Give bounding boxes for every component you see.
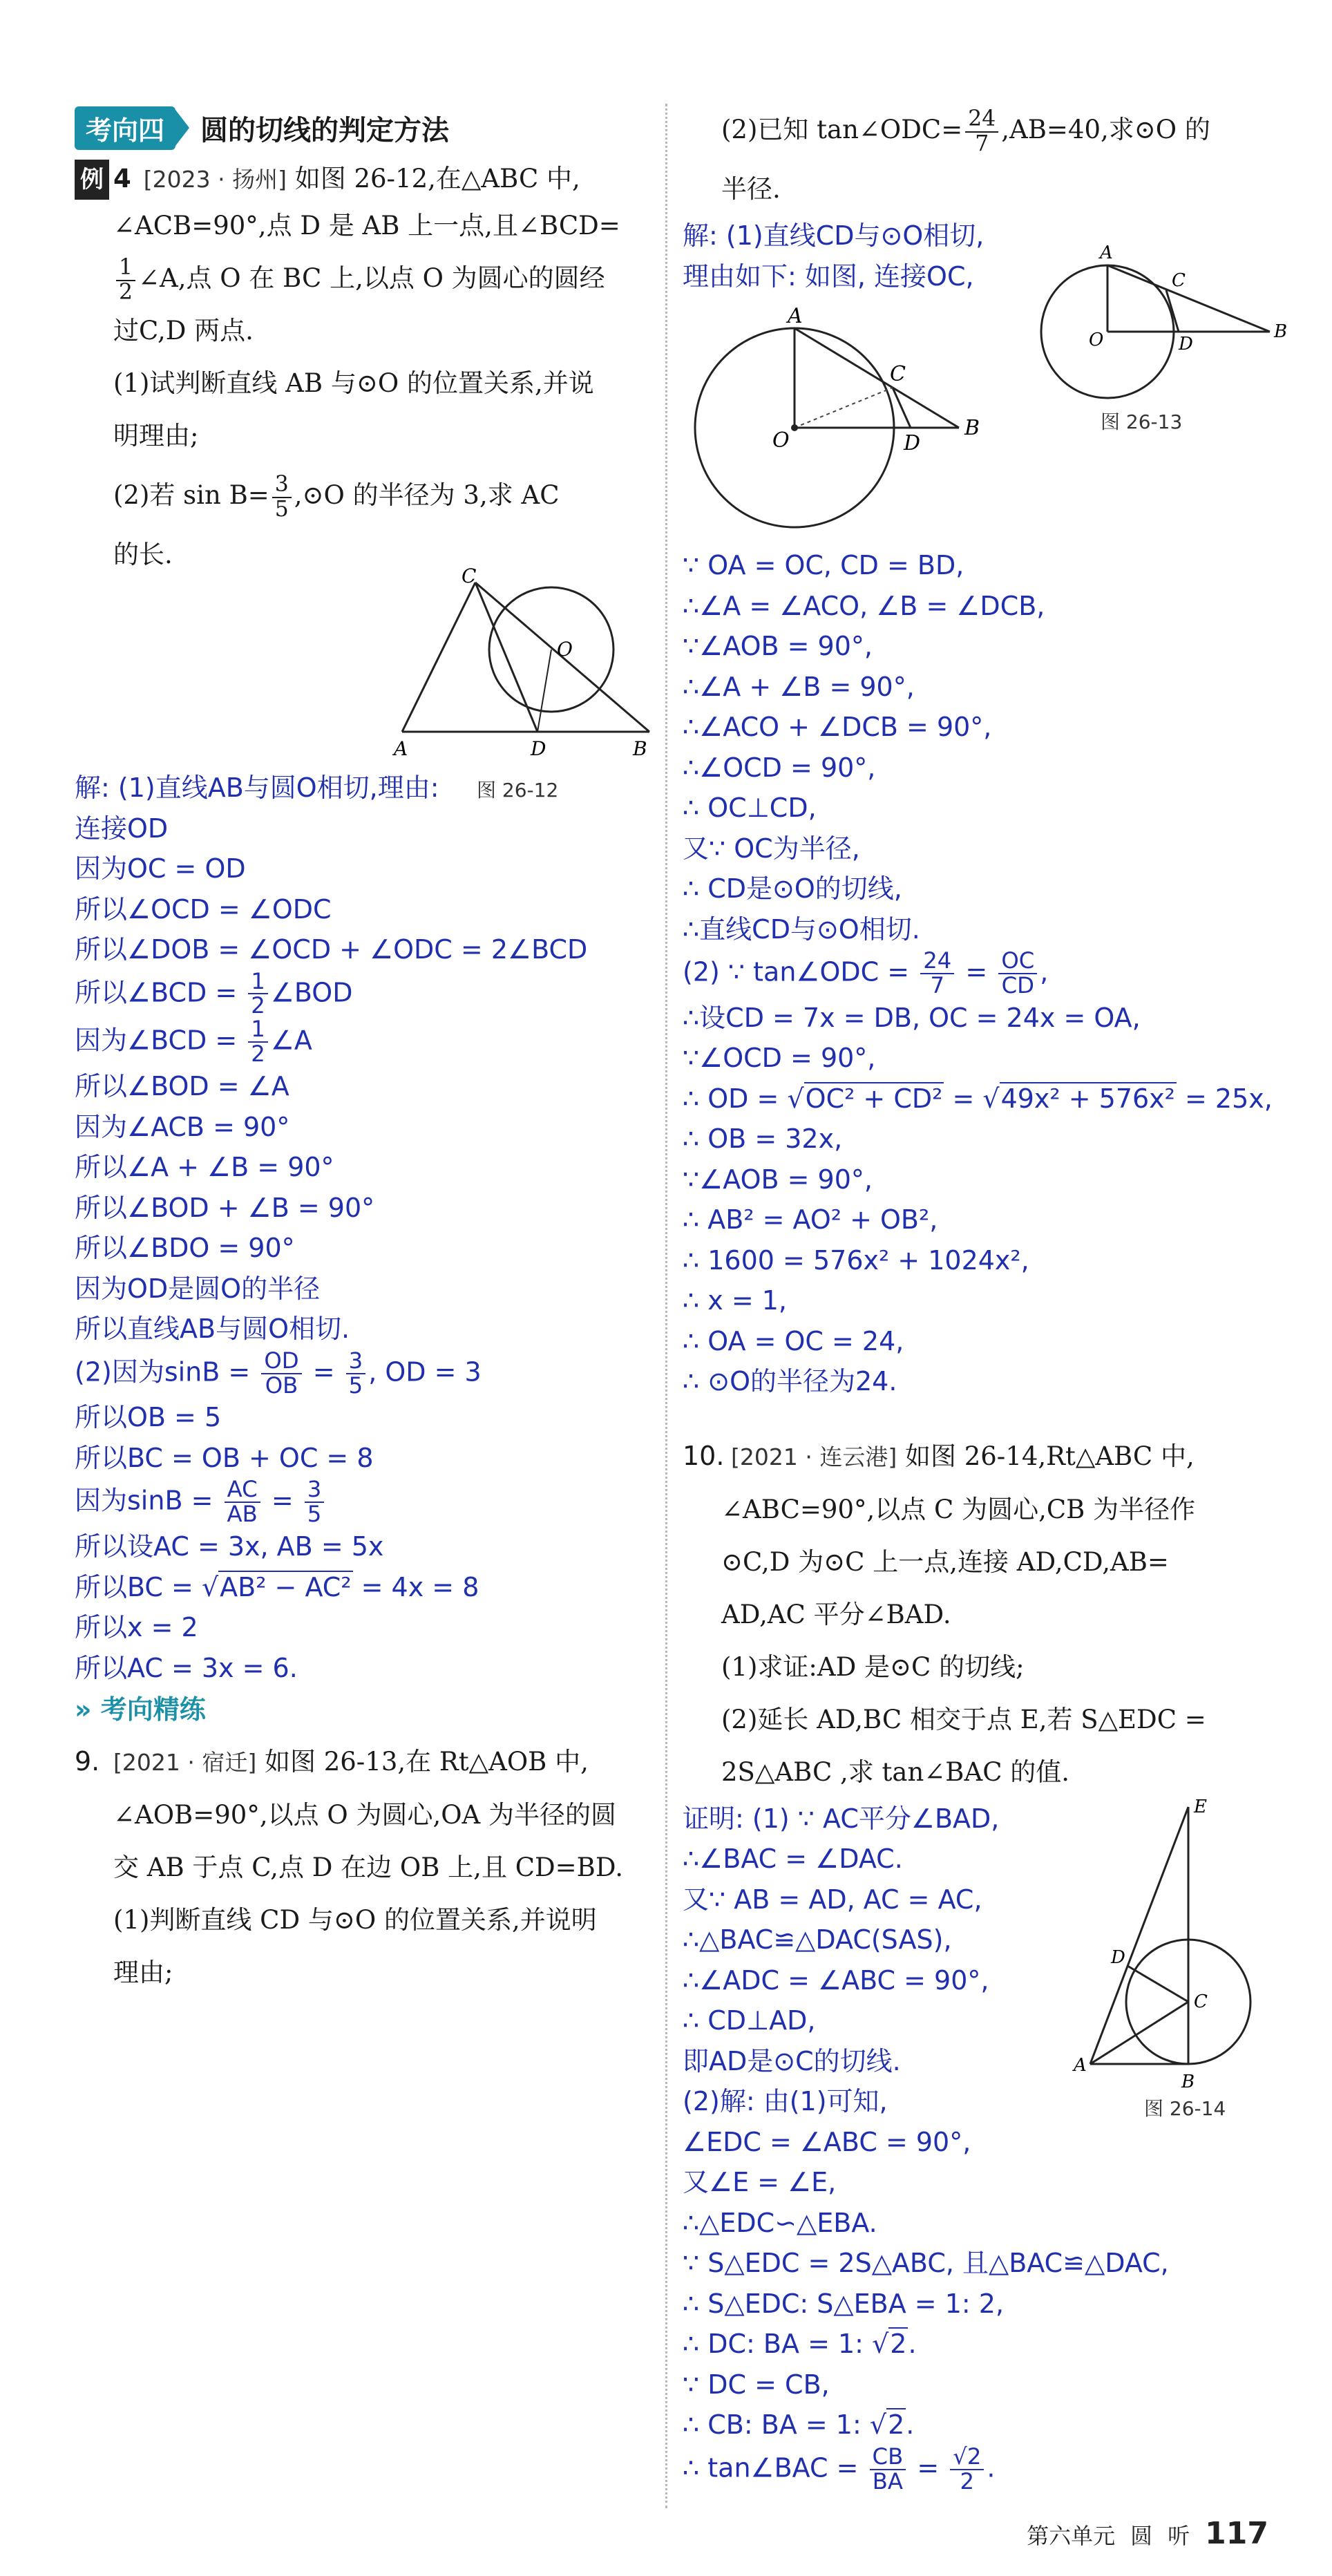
label-O: O xyxy=(772,428,790,453)
sol10-block xyxy=(683,1796,1284,2494)
solution-text: . xyxy=(987,2452,996,2483)
denominator: OB xyxy=(265,1372,298,1399)
spacer xyxy=(683,1402,1284,1430)
numerator: 1 xyxy=(248,970,268,995)
fraction xyxy=(870,2445,906,2494)
fraction xyxy=(305,1478,325,1526)
q2-text: ,⊙O 的半径为 3,求 AC xyxy=(294,480,560,510)
q2-text: (2)若 sin B= xyxy=(113,480,269,510)
sol9-line-5: ∵∠AOB = 90°, xyxy=(683,631,873,661)
sol4-line-4: 所以∠OCD = ∠ODC xyxy=(75,893,332,925)
question-2-line-c: 的长. xyxy=(113,540,173,569)
solution-text: ∴ OD = xyxy=(683,1083,788,1114)
sol10-line-11: ∴△EDC∽△EBA. xyxy=(683,2207,877,2238)
sol9-line-15: ∵∠OCD = 90°, xyxy=(683,1043,876,1074)
left-column xyxy=(75,104,648,1999)
sol4-line-20: 所以BC = √AB² − AC² = 4x = 8 xyxy=(75,1571,479,1602)
practice-header xyxy=(75,1688,648,1731)
sol9-line-12: ∴直线CD与⊙O相切. xyxy=(683,913,920,945)
column-divider xyxy=(665,104,667,2508)
solution-text: , xyxy=(1040,956,1049,987)
solution-text: = 4x = 8 xyxy=(352,1571,479,1602)
solution-text: = xyxy=(944,1083,983,1114)
sol4-line-5: 所以∠DOB = ∠OCD + ∠ODC = 2∠BCD xyxy=(75,934,588,965)
solution-text: = xyxy=(908,2452,948,2483)
label-C: C xyxy=(462,565,477,587)
sol10-line-13: ∴ S△EDC: S△EBA = 1: 2, xyxy=(683,2288,1005,2319)
sol9-line-20: ∴ 1600 = 576x² + 1024x², xyxy=(683,1244,1029,1276)
example-text: ∠A,点 O 在 BC 上,以点 O 为圆心的圆经 xyxy=(138,263,605,293)
denominator: 2 xyxy=(251,1041,265,1068)
sol10-line-10: 又∠E = ∠E, xyxy=(683,2167,837,2198)
solution-text: = 25x, xyxy=(1176,1083,1273,1114)
solution-text: 所以∠BCD = xyxy=(75,976,246,1007)
fraction xyxy=(248,1018,268,1066)
solution-text: ∴ DC: BA = 1: xyxy=(683,2329,873,2360)
sol4-line-9: 因为∠ACB = 90° xyxy=(75,1111,290,1142)
sol10-line-2: ∴∠BAC = ∠DAC. xyxy=(683,1844,903,1875)
sol4-line-7 xyxy=(75,1018,648,1066)
fraction xyxy=(998,949,1037,998)
q9-line-1 xyxy=(75,1735,648,1789)
sol9-line-19: ∴ AB² = AO² + OB², xyxy=(683,1204,938,1235)
label-B: B xyxy=(633,737,647,760)
radicand: 2 xyxy=(888,2409,905,2441)
sol4-line-12: 所以∠BDO = 90° xyxy=(75,1233,295,1264)
radicand: 2 xyxy=(890,2329,907,2360)
example-tag: 例 xyxy=(75,160,109,200)
solution-text: (2)因为sinB = xyxy=(75,1356,259,1388)
numerator: AC xyxy=(225,1478,260,1503)
label-C: C xyxy=(890,362,906,386)
question-text: 如图 26-14,Rt△ABC 中, xyxy=(904,1441,1195,1471)
label-C: C xyxy=(1194,1991,1208,2012)
fraction xyxy=(225,1478,260,1526)
q10-line-3: ⊙C,D 为⊙C 上一点,连接 AD,CD,AB= xyxy=(721,1546,1169,1577)
sol9-line-13 xyxy=(683,949,1284,998)
question-number: 9. xyxy=(75,1746,100,1777)
sol4-line-3: 因为OC = OD xyxy=(75,853,246,884)
sol9-line-9: ∴ OC⊥CD, xyxy=(683,793,817,823)
label-D: D xyxy=(904,431,921,455)
question-text: (2)已知 tan∠ODC= xyxy=(721,115,963,144)
denominator: BA xyxy=(872,2468,904,2494)
footer-listen: 听 xyxy=(1168,2523,1190,2549)
figure-26-13-caption: 图 26-13 xyxy=(1101,410,1183,433)
question-source: [2021 · 宿迁] xyxy=(113,1749,257,1777)
numerator: √2 xyxy=(950,2445,984,2470)
sol4-line-13: 因为OD是圆O的半径 xyxy=(75,1273,321,1304)
denominator: 2 xyxy=(251,992,265,1019)
numerator: 3 xyxy=(272,473,292,498)
question-1-line-b: 明理由; xyxy=(113,421,199,451)
denominator: 2 xyxy=(119,279,133,305)
fraction xyxy=(950,2445,984,2494)
numerator: OC xyxy=(998,949,1037,974)
solution-text: 解: (1)直线AB与圆O相切,理由: xyxy=(75,773,439,803)
solution-text: . xyxy=(906,2409,915,2441)
fraction xyxy=(920,949,954,998)
sol10-line-5: ∴∠ADC = ∠ABC = 90°, xyxy=(683,1964,989,1996)
label-E: E xyxy=(1194,1796,1207,1817)
q10-line-5: (1)求证:AD 是⊙C 的切线; xyxy=(721,1651,1025,1682)
solution-text: ∴ CB: BA = 1: xyxy=(683,2409,870,2441)
sol4-line-6 xyxy=(75,967,648,1019)
label-A: A xyxy=(788,304,803,328)
label-D: D xyxy=(531,737,546,760)
solution-text: = xyxy=(957,956,996,987)
solution-text: (2) ∵ tan∠ODC = xyxy=(683,956,918,987)
solution-figure-diagram xyxy=(683,296,1014,545)
denominator: 5 xyxy=(274,496,289,522)
sol10-line-17 xyxy=(683,2445,1284,2494)
denominator: 2 xyxy=(960,2468,975,2494)
sol4-line-14: 所以直线AB与圆O相切. xyxy=(75,1314,350,1345)
figure-26-12 xyxy=(75,565,648,768)
solution-text: 因为∠BCD = xyxy=(75,1025,246,1056)
question-number: 10. xyxy=(683,1440,725,1471)
footer-topic: 圆 xyxy=(1130,2523,1153,2549)
solution-text: = xyxy=(263,1485,302,1516)
q9-line-4: (1)判断直线 CD 与⊙O 的位置关系,并说明 xyxy=(113,1905,597,1935)
example-line-1 xyxy=(75,159,648,200)
q10-line-2: ∠ABC=90°,以点 C 为圆心,CB 为半径作 xyxy=(721,1494,1196,1524)
sol9-line-10: 又∵ OC为半径, xyxy=(683,833,860,864)
sol10-line-3: 又∵ AB = AD, AC = AC, xyxy=(683,1884,982,1915)
sol9-line-1: 解: (1)直线CD与⊙O相切, xyxy=(683,220,984,251)
label-D: D xyxy=(1111,1947,1125,1968)
sol10-line-8: (2)解: 由(1)可知, xyxy=(683,2086,888,2117)
solution-text: ∠BOD xyxy=(270,976,353,1007)
label-D: D xyxy=(1179,334,1193,354)
numerator: CB xyxy=(870,2445,906,2470)
sol9-line-7: ∴∠ACO + ∠DCB = 90°, xyxy=(683,712,992,742)
label-B: B xyxy=(964,416,980,440)
q10-line-4: AD,AC 平分∠BAD. xyxy=(721,1599,951,1629)
sol4-line-11: 所以∠BOD + ∠B = 90° xyxy=(75,1192,375,1223)
label-A: A xyxy=(1074,2054,1087,2076)
double-chevron-icon: » xyxy=(75,1694,92,1725)
figure-26-12-caption: 图 26-12 xyxy=(477,779,559,802)
sol10-line-1: 证明: (1) ∵ AC平分∠BAD, xyxy=(683,1803,1000,1834)
practice-label: 考向精练 xyxy=(100,1694,206,1725)
numerator: 24 xyxy=(965,108,998,132)
sol4-line-2: 连接OD xyxy=(75,813,169,844)
solution-text: ∠A xyxy=(270,1025,312,1056)
q9-line-2: ∠AOB=90°,以点 O 为圆心,OA 为半径的圆 xyxy=(113,1800,617,1830)
footer-unit: 第六单元 xyxy=(1027,2523,1116,2549)
section-header xyxy=(75,104,648,152)
sol4-line-17: 所以BC = OB + OC = 8 xyxy=(75,1442,374,1473)
numerator: 1 xyxy=(116,256,135,281)
sol4-line-21: 所以x = 2 xyxy=(75,1612,198,1643)
example-text: 如图 26-12,在△ABC 中, xyxy=(294,164,580,193)
fraction xyxy=(261,1349,301,1398)
denominator: 5 xyxy=(348,1372,363,1399)
fraction xyxy=(248,967,268,1019)
radicand: AB² − AC² xyxy=(220,1571,352,1602)
denominator: AB xyxy=(227,1501,258,1528)
sol9-line-18: ∵∠AOB = 90°, xyxy=(683,1164,873,1195)
sol9-line-22: ∴ OA = OC = 24, xyxy=(683,1325,904,1356)
radicand: 49x² + 576x² xyxy=(1000,1083,1175,1114)
solution-text: 因为sinB = xyxy=(75,1485,222,1516)
question-1-line-a: (1)试判断直线 AB 与⊙O 的位置关系,并说 xyxy=(113,368,594,398)
q10-line-1 xyxy=(683,1430,1284,1484)
numerator: 24 xyxy=(920,949,954,974)
sol9-line-21: ∴ x = 1, xyxy=(683,1285,787,1316)
numerator: 3 xyxy=(346,1349,366,1374)
sol9-line-8: ∴∠OCD = 90°, xyxy=(683,752,876,783)
figure-26-14 xyxy=(1069,1793,1277,2118)
sol4-line-16: 所以OB = 5 xyxy=(75,1402,222,1433)
fraction xyxy=(272,473,292,520)
denominator: 7 xyxy=(930,972,945,998)
sol10-line-7: 即AD是⊙C的切线. xyxy=(683,2045,901,2076)
section-title: 圆的切线的判定方法 xyxy=(200,114,450,146)
denominator: CD xyxy=(1001,972,1035,998)
solution-text: 所以BC = xyxy=(75,1571,202,1602)
denominator: 5 xyxy=(307,1501,322,1528)
fraction xyxy=(116,256,135,303)
label-B: B xyxy=(1274,321,1288,342)
label-A: A xyxy=(394,737,408,760)
sol10-line-6: ∴ CD⊥AD, xyxy=(683,2005,816,2036)
q9-line-3: 交 AB 于点 C,点 D 在边 OB 上,且 CD=BD. xyxy=(113,1853,623,1883)
sol10-line-9: ∠EDC = ∠ABC = 90°, xyxy=(683,2126,971,2157)
denominator: 7 xyxy=(975,131,989,156)
right-column xyxy=(683,104,1288,2494)
q9-line-5: 理由; xyxy=(113,1958,173,1988)
solution-text: ∴ tan∠BAC = xyxy=(683,2452,867,2483)
sol9-line-16: ∴ OD = √OC² + CD² = √49x² + 576x² = 25x, xyxy=(683,1083,1273,1114)
label-A: A xyxy=(1100,243,1113,263)
question-text: ,AB=40,求⊙O 的 xyxy=(1001,115,1210,144)
label-B: B xyxy=(1181,2071,1195,2092)
numerator: OD xyxy=(261,1349,301,1374)
page-number: 117 xyxy=(1205,2516,1268,2551)
sol9-line-14: ∴设CD = 7x = DB, OC = 24x = OA, xyxy=(683,1002,1141,1033)
fraction xyxy=(346,1349,366,1398)
example-number: 4 xyxy=(113,164,131,193)
sol9-line-6: ∴∠A + ∠B = 90°, xyxy=(683,671,915,702)
question-text: 如图 26-13,在 Rt△AOB 中, xyxy=(264,1747,589,1777)
figure-26-14-caption: 图 26-14 xyxy=(1144,2096,1226,2120)
sol4-line-10: 所以∠A + ∠B = 90° xyxy=(75,1152,334,1183)
sol4-line-18 xyxy=(75,1478,648,1526)
sol10-line-14: ∴ DC: BA = 1: √2. xyxy=(683,2329,917,2360)
sol4-line-15 xyxy=(75,1349,648,1398)
label-O: O xyxy=(1089,330,1104,350)
example-line-4: 过C,D 两点. xyxy=(113,316,254,345)
example-line-2: ∠ACB=90°,点 D 是 AB 上一点,且∠BCD= xyxy=(113,211,620,240)
sol9-line-11: ∴ CD是⊙O的切线, xyxy=(683,873,902,904)
q9-part2-line-2: 半径. xyxy=(721,174,781,204)
label-C: C xyxy=(1172,270,1186,291)
sol9-line-4: ∴∠A = ∠ACO, ∠B = ∠DCB, xyxy=(683,590,1045,621)
figure-26-12-diagram xyxy=(75,565,648,768)
sol9-line-3: ∵ OA = OC, CD = BD, xyxy=(683,550,964,580)
section-badge: 考向四 xyxy=(75,106,175,150)
sol4-line-8: 所以∠BOD = ∠A xyxy=(75,1071,289,1102)
example-source: [2023 · 扬州] xyxy=(143,166,287,193)
q9-part2-line-1 xyxy=(683,97,1284,163)
fraction xyxy=(965,108,998,155)
solution-text: = xyxy=(304,1356,343,1388)
solution-text: , OD = 3 xyxy=(368,1356,482,1388)
solution-text: . xyxy=(908,2329,917,2360)
label-O: O xyxy=(557,638,573,661)
sol4-line-19: 所以设AC = 3x, AB = 5x xyxy=(75,1531,384,1562)
question-2-line-a xyxy=(75,462,648,529)
sol4-line-1 xyxy=(75,768,648,808)
badge-arrow-icon xyxy=(175,110,189,146)
sol10-line-12: ∵ S△EDC = 2S△ABC, 且△BAC≌△DAC, xyxy=(683,2248,1169,2279)
numerator: 3 xyxy=(305,1478,325,1503)
sol9-line-17: ∴ OB = 32x, xyxy=(683,1124,843,1155)
numerator: 1 xyxy=(248,1018,268,1043)
sol4-line-22: 所以AC = 3x = 6. xyxy=(75,1652,298,1683)
page-footer xyxy=(1027,2516,1268,2551)
q10-line-6: (2)延长 AD,BC 相交于点 E,若 S△EDC = xyxy=(721,1704,1206,1734)
solution-figure xyxy=(683,296,1284,545)
sol10-line-4: ∴△BAC≌△DAC(SAS), xyxy=(683,1924,952,1955)
radicand: OC² + CD² xyxy=(805,1083,943,1114)
sol9-line-2: 理由如下: 如图, 连接OC, xyxy=(683,261,974,292)
q10-line-7: 2S△ABC ,求 tan∠BAC 的值. xyxy=(721,1756,1070,1787)
example-line-3 xyxy=(75,252,648,305)
question-source: [2021 · 连云港] xyxy=(731,1443,897,1470)
sol10-line-15: ∵ DC = CB, xyxy=(683,2369,830,2400)
sol9-line-23: ∴ ⊙O的半径为24. xyxy=(683,1366,897,1397)
sol10-line-16: ∴ CB: BA = 1: √2. xyxy=(683,2409,915,2441)
